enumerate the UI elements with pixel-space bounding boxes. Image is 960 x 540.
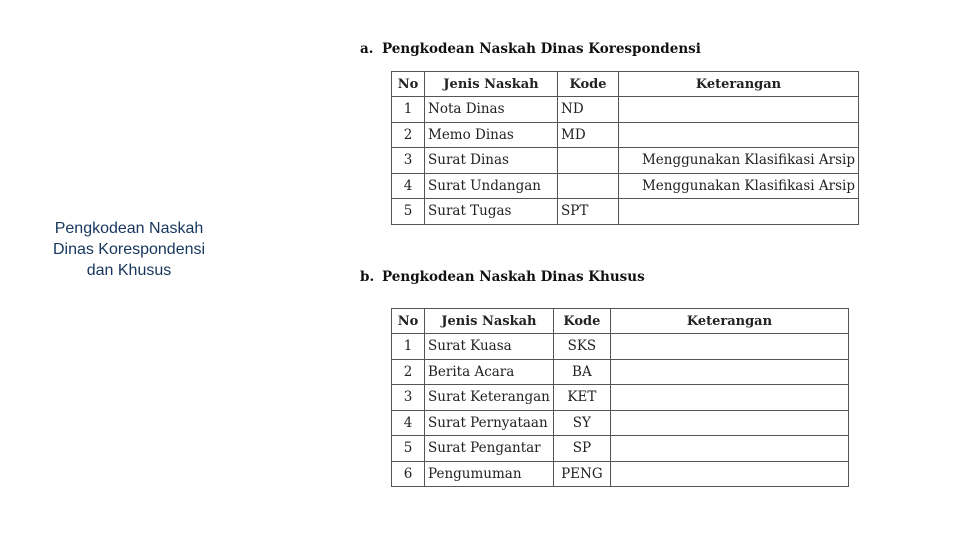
cell-keterangan [619, 199, 859, 225]
table-row [392, 97, 859, 123]
cell-jenis: Surat Undangan [425, 173, 558, 199]
table-row [392, 410, 849, 436]
header-no: No [392, 309, 425, 334]
header-keterangan: Keterangan [610, 309, 848, 334]
table-row [392, 436, 849, 462]
cell-keterangan [610, 334, 848, 360]
table-khusus [391, 308, 849, 487]
cell-jenis: Surat Keterangan [425, 385, 554, 411]
cell-jenis: Surat Pernyataan [425, 410, 554, 436]
cell-keterangan [610, 359, 848, 385]
table-cutoff-mask [388, 226, 862, 232]
table-row [392, 385, 849, 411]
cell-jenis: Surat Dinas [425, 148, 558, 174]
table-row [392, 461, 849, 487]
table-row [392, 359, 849, 385]
cell-jenis: Nota Dinas [425, 97, 558, 123]
cell-no: 3 [392, 385, 425, 411]
cell-keterangan: Menggunakan Klasifikasi Arsip [619, 148, 859, 174]
cell-no: 1 [392, 97, 425, 123]
cell-kode: KET [553, 385, 610, 411]
header-kode: Kode [553, 309, 610, 334]
cell-kode: MD [558, 122, 619, 148]
cell-kode [558, 173, 619, 199]
cell-jenis: Memo Dinas [425, 122, 558, 148]
section-a-heading [360, 41, 701, 57]
cell-kode [558, 148, 619, 174]
section-a-marker: a. [360, 41, 374, 57]
section-a-title: Pengkodean Naskah Dinas Korespondensi [382, 41, 701, 57]
table-row [392, 148, 859, 174]
header-kode: Kode [558, 72, 619, 97]
cell-no: 2 [392, 359, 425, 385]
table-row [392, 199, 859, 225]
cell-kode: SP [553, 436, 610, 462]
cell-jenis: Surat Pengantar [425, 436, 554, 462]
cell-jenis: Pengumuman [425, 461, 554, 487]
cell-kode: PENG [553, 461, 610, 487]
cell-keterangan: Menggunakan Klasifikasi Arsip [619, 173, 859, 199]
header-jenis-naskah: Jenis Naskah [425, 309, 554, 334]
cell-no: 5 [392, 436, 425, 462]
cell-no: 3 [392, 148, 425, 174]
header-no: No [392, 72, 425, 97]
cell-no: 4 [392, 410, 425, 436]
cell-no: 5 [392, 199, 425, 225]
section-b-title: Pengkodean Naskah Dinas Khusus [382, 269, 645, 285]
cell-jenis: Surat Kuasa [425, 334, 554, 360]
table-header-row [392, 309, 849, 334]
cell-keterangan [610, 461, 848, 487]
cell-no: 2 [392, 122, 425, 148]
section-b-marker: b. [360, 269, 375, 285]
cell-no: 1 [392, 334, 425, 360]
header-keterangan: Keterangan [619, 72, 859, 97]
cell-keterangan [610, 436, 848, 462]
cell-keterangan [610, 410, 848, 436]
cell-jenis: Berita Acara [425, 359, 554, 385]
cell-kode: ND [558, 97, 619, 123]
cell-kode: SKS [553, 334, 610, 360]
section-b-heading [360, 269, 645, 285]
table-row [392, 173, 859, 199]
table-row [392, 122, 859, 148]
cell-jenis: Surat Tugas [425, 199, 558, 225]
table-korespondensi [391, 71, 859, 225]
table-header-row [392, 72, 859, 97]
cell-kode: SPT [558, 199, 619, 225]
cell-kode: SY [553, 410, 610, 436]
cell-keterangan [619, 122, 859, 148]
table-row [392, 334, 849, 360]
header-jenis-naskah: Jenis Naskah [425, 72, 558, 97]
cell-no: 4 [392, 173, 425, 199]
cell-keterangan [619, 97, 859, 123]
cell-kode: BA [553, 359, 610, 385]
cell-no: 6 [392, 461, 425, 487]
cell-keterangan [610, 385, 848, 411]
side-title: Pengkodean Naskah Dinas Korespondensi dan Khusus [52, 220, 206, 279]
